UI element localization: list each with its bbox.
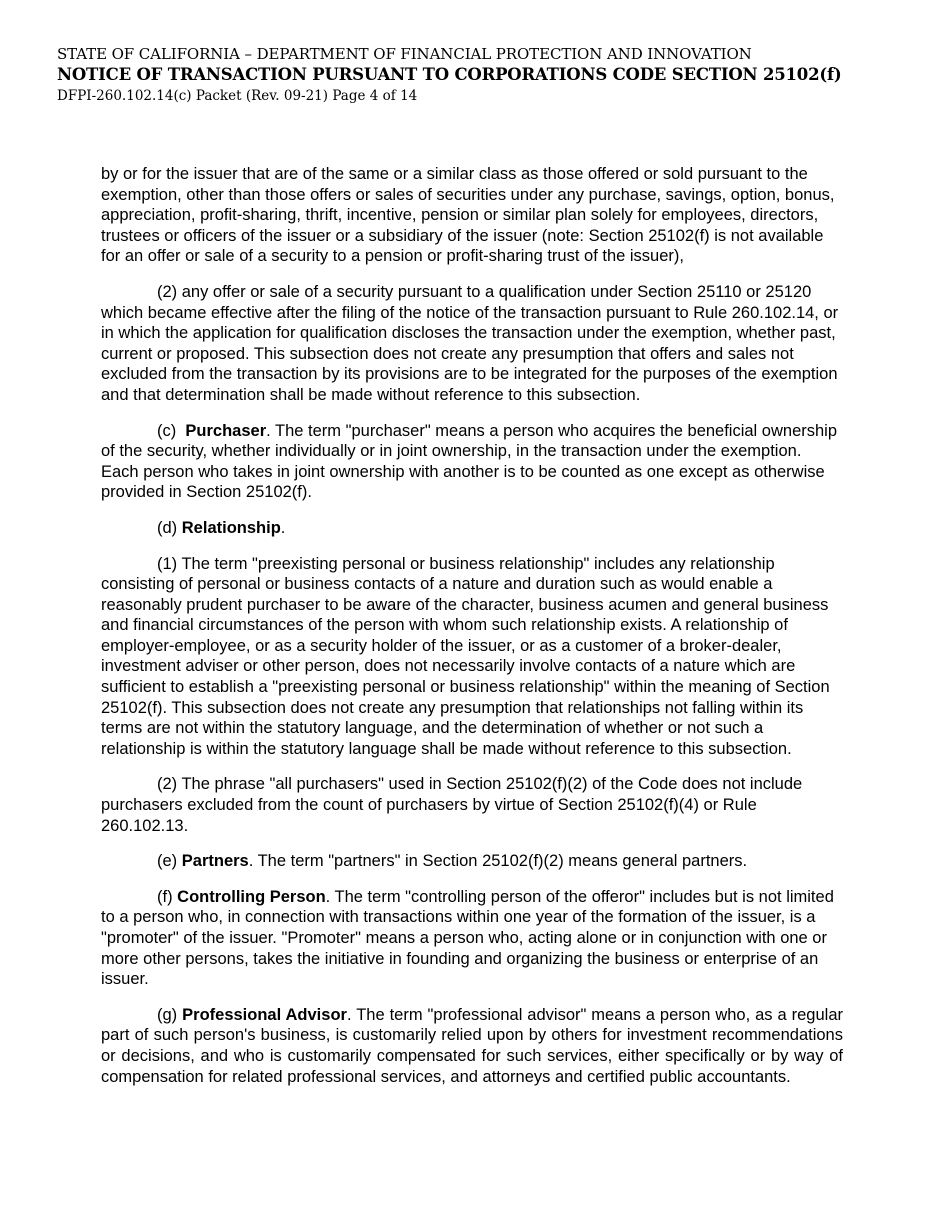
section-g-label: (g) xyxy=(157,1005,178,1024)
section-f-text: . The term "controlling person of the offeror" includes but is not limited to a person who, in connection with transactions within one year of the formation of the issuer, is a "promoter" of the issuer. "Promoter" means a person who, acting alone or in conjunction with one or more other persons, takes the initiative in founding and organizing the business or enterprise of an issuer. xyxy=(101,887,834,989)
section-d-heading xyxy=(101,518,843,539)
section-e-text: . The term "partners" in Section 25102(f)(2) means general partners. xyxy=(248,852,748,871)
term-controlling-person: Controlling Person xyxy=(177,887,326,906)
page-header xyxy=(57,44,917,106)
section-e-label: (e) xyxy=(157,852,178,871)
form-id-page-number: DFPI-260.102.14(c) Packet (Rev. 09-21) Page 4 of 14 xyxy=(57,88,418,104)
term-partners: Partners xyxy=(181,852,249,871)
section-e-partners xyxy=(101,851,843,872)
term-professional-advisor: Professional Advisor xyxy=(182,1005,347,1024)
section-c-purchaser xyxy=(101,421,843,503)
section-f-controlling-person xyxy=(101,887,843,990)
section-c-label: (c) xyxy=(157,421,177,440)
section-d-label: (d) xyxy=(157,518,178,537)
section-c-text: . The term "purchaser" means a person who acquires the beneficial ownership of the security, whether individually or in joint ownership, in the transaction under the exemption. Each person who takes in joint ownership with another is to be counted as one except as otherwise provided in Section 25102(f). xyxy=(101,421,838,502)
agency-name: STATE OF CALIFORNIA – DEPARTMENT OF FINANCIAL PROTECTION AND INNOVATION xyxy=(57,45,752,63)
paragraph-d2: (2) The phrase "all purchasers" used in Section 25102(f)(2) of the Code does not include purchasers excluded from the count of purchasers by virtue of Section 25102(f)(4) or Rule 260.102.13. xyxy=(101,775,803,835)
section-g-professional-advisor xyxy=(101,1005,843,1087)
paragraph-continuation: by or for the issuer that are of the same or a similar class as those offered or sold pursuant to the exemption, other than those offers or sales of securities under any purchase, savings, option, bonus, appreciation, profit-sharing, thrift, incentive, pension or similar plan solely for employees, directors, trustees or officers of the issuer or a subsidiary of the issuer (note: Section 25102(f) is not available for an offer or sale of a security to a pension or profit-sharing trust of the issuer), xyxy=(101,165,835,266)
section-g-text: . The term "professional advisor" means a person who, as a regular part of such person's business, is customarily relied upon by others for investment recommendations or decisions, and who is customarily compensated for such services, either specifically or by way of compensation for related professional services, and attorneys and certified public accountants. xyxy=(101,1005,843,1086)
document-body xyxy=(101,164,843,1102)
term-purchaser: Purchaser xyxy=(185,421,267,440)
term-relationship: Relationship xyxy=(181,518,281,537)
section-f-label: (f) xyxy=(157,887,173,906)
paragraph-b2: (2) any offer or sale of a security pursuant to a qualification under Section 25110 or 25120 which became effective after the filing of the notice of the transaction pursuant to Rule 260.102.14, or in which the application for qualification discloses the transaction under the exemption, whether past, current or proposed. This subsection does not create any presumption that offers and sales not excluded from the transaction by its provisions are to be integrated for the purposes of the exemption and that determination shall be made without reference to this subsection. xyxy=(101,282,839,404)
paragraph-d1: (1) The term "preexisting personal or business relationship" includes any relationship consisting of personal or business contacts of a nature and duration such as would enable a reasonably prudent purchaser to be aware of the character, business acumen and general business and financial circumstances of the person with whom such relationship exists. A relationship of employer-employee, or as a security holder of the issuer, or as a customer of a broker-dealer, investment adviser or other person, does not necessarily involve contacts of a nature which are sufficient to establish a "preexisting personal or business relationship" within the meaning of Section 25102(f). This subsection does not create any presumption that relationships not falling within its terms are not within the statutory language, and the determination of whether or not such a relationship is within the statutory language shall be made without reference to this subsection. xyxy=(101,554,830,758)
form-title: NOTICE OF TRANSACTION PURSUANT TO CORPORATIONS CODE SECTION 25102(f) xyxy=(57,65,842,84)
section-d-suffix: . xyxy=(280,518,286,537)
